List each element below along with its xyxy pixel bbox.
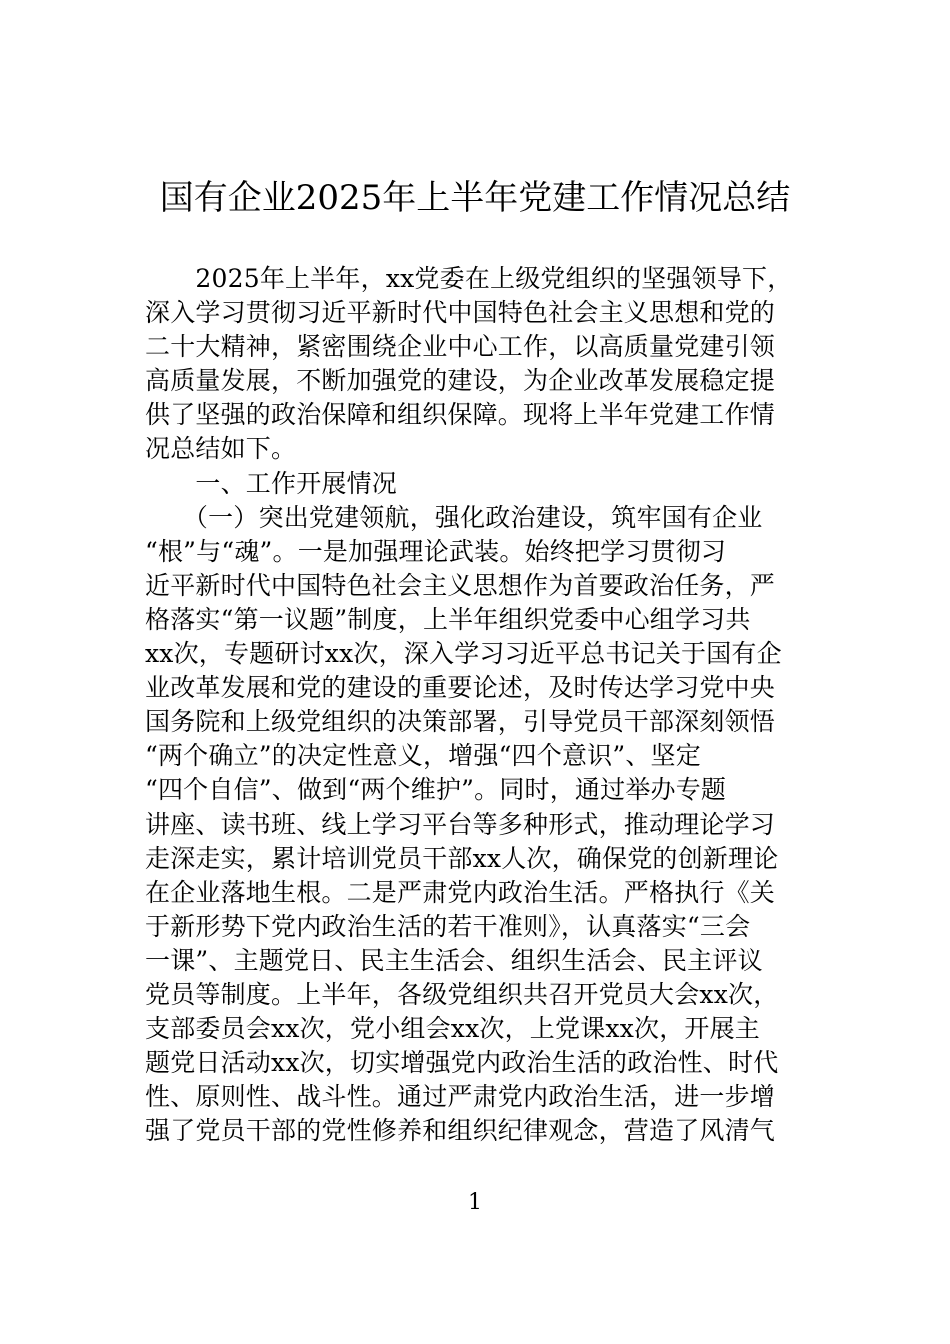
body-line: “根”与“魂”。一是加强理论武装。始终把学习贯彻习 bbox=[145, 536, 727, 566]
body-line: “两个确立”的决定性意义，增强“四个意识”、坚定 bbox=[145, 741, 701, 771]
body-line: 国务院和上级党组织的决策部署，引导党员干部深刻领悟 bbox=[145, 707, 776, 737]
body-line: 讲座、读书班、线上学习平台等多种形式，推动理论学习 bbox=[145, 809, 776, 839]
body-line: 一课”、主题党日、民主生活会、组织生活会、民主评议 bbox=[145, 945, 763, 975]
body-line: 在企业落地生根。二是严肃党内政治生活。严格执行《关 bbox=[145, 877, 776, 907]
body-line: 近平新时代中国特色社会主义思想作为首要政治任务，严 bbox=[145, 570, 776, 600]
page-number: 1 bbox=[468, 1190, 482, 1215]
body-line: 二十大精神，紧密围绕企业中心工作，以高质量党建引领 bbox=[145, 332, 776, 362]
body-line: “四个自信”、做到“两个维护”。同时，通过举办专题 bbox=[145, 775, 727, 805]
document-title: 国有企业2025年上半年党建工作情况总结 bbox=[159, 178, 791, 218]
body-line: 性、原则性、战斗性。通过严肃党内政治生活，进一步增 bbox=[145, 1082, 776, 1112]
document-body bbox=[145, 262, 807, 1148]
body-line: 走深走实，累计培训党员干部xx人次，确保党的创新理论 bbox=[145, 843, 779, 873]
body-line: 于新形势下党内政治生活的若干准则》，认真落实“三会 bbox=[145, 911, 751, 941]
body-line: 况总结如下。 bbox=[145, 434, 297, 464]
body-line: 供了坚强的政治保障和组织保障。现将上半年党建工作情 bbox=[145, 400, 776, 430]
body-line: 业改革发展和党的建设的重要论述，及时传达学习党中央 bbox=[145, 673, 776, 703]
body-line: （一）突出党建领航，强化政治建设，筑牢国有企业 bbox=[145, 502, 763, 532]
body-line: 深入学习贯彻习近平新时代中国特色社会主义思想和党的 bbox=[145, 298, 776, 328]
section-heading: 一、工作开展情况 bbox=[145, 468, 398, 498]
body-line: 题党日活动xx次，切实增强党内政治生活的政治性、时代 bbox=[145, 1048, 779, 1078]
body-line: 2025年上半年，xx党委在上级党组织的坚强领导下， bbox=[145, 264, 793, 293]
body-line: 格落实“第一议题”制度，上半年组织党委中心组学习共 bbox=[145, 604, 751, 634]
body-line: xx次，专题研讨xx次，深入学习习近平总书记关于国有企 bbox=[145, 639, 782, 669]
body-line: 高质量发展，不断加强党的建设，为企业改革发展稳定提 bbox=[145, 366, 776, 396]
body-line: 支部委员会xx次，党小组会xx次，上党课xx次，开展主 bbox=[145, 1014, 760, 1044]
body-line: 强了党员干部的党性修养和组织纪律观念，营造了风清气 bbox=[145, 1116, 776, 1146]
body-line: 党员等制度。上半年，各级党组织共召开党员大会xx次， bbox=[145, 979, 779, 1009]
